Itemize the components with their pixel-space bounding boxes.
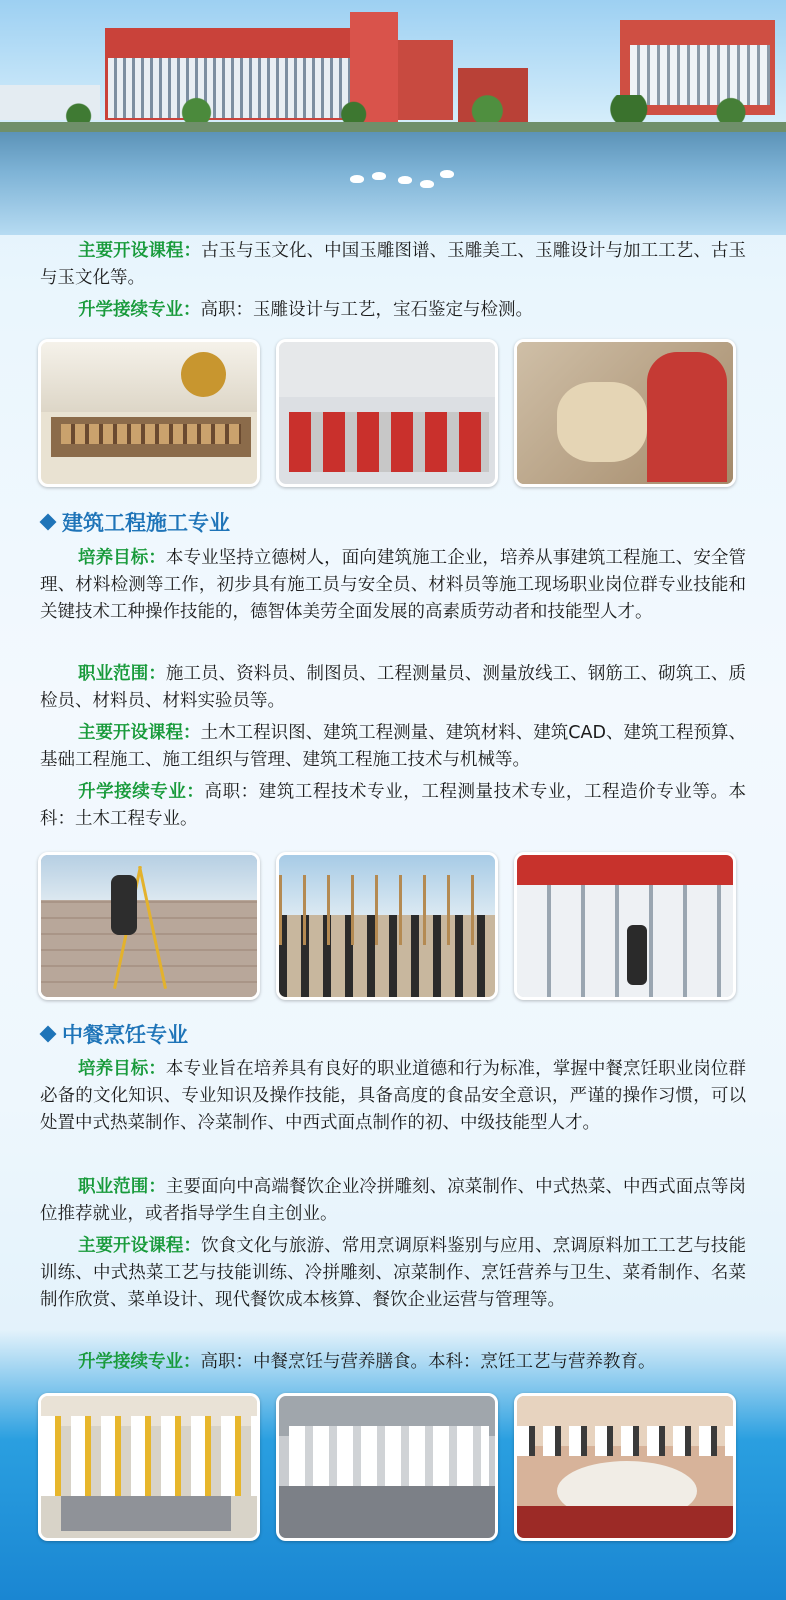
smart-building-systems-lab-photo bbox=[514, 852, 736, 1000]
cooking-courses: 主要开设课程：饮食文化与旅游、常用烹调原料鉴别与应用、烹调原料加工工艺与技能训练、中式热菜工艺与技能训练、冷拼雕刻、凉菜制作、烹饪营养与卫生、菜肴制作、名菜制作欣赏、菜单设计、现代餐饮成本核算、餐饮企业运营与管理等。 bbox=[40, 1236, 747, 1310]
kitchen-training-photo bbox=[276, 1393, 498, 1541]
cooking-further-study: 升学接续专业：高职：中餐烹饪与营养膳食。本科：烹饪工艺与营养教育。 bbox=[78, 1352, 656, 1372]
jade-carving-classroom-photo bbox=[276, 339, 498, 487]
construction-section-title: 建筑工程施工专业 bbox=[42, 508, 230, 538]
construction-goal: 培养目标：本专业坚持立德树人，面向建筑施工企业，培养从事建筑工程施工、安全管理、材料检测等工作，初步具有施工员与安全员、材料员等施工现场职业岗位群专业技能和关键技术工种操作技能的，德智体美劳全面发展的高素质劳动者和技能型人才。 bbox=[40, 548, 746, 622]
diamond-bullet-icon bbox=[40, 514, 57, 531]
campus-lake-photo bbox=[0, 0, 786, 235]
construction-courses: 主要开设课程：土木工程识图、建筑工程测量、建筑材料、建筑CAD、建筑工程预算、基础工程施工、施工组织与管理、建筑工程施工技术与机械等。 bbox=[40, 723, 747, 770]
jade-further-study: 升学接续专业：高职：玉雕设计与工艺，宝石鉴定与检测。 bbox=[78, 300, 533, 320]
cooking-goal: 培养目标：本专业旨在培养具有良好的职业道德和行为标准，掌握中餐烹饪职业岗位群必备的文化知识、专业知识及操作技能，具备高度的食品安全意识，严谨的操作习惯，可以处置中式热菜制作、冷菜制作、中西式面点制作的初、中级技能型人才。 bbox=[40, 1059, 746, 1133]
construction-scope: 职业范围：施工员、资料员、制图员、工程测量员、测量放线工、钢筋工、砌筑工、质检员、材料员、材料实验员等。 bbox=[40, 664, 746, 711]
jade-exhibition-hall-photo bbox=[38, 339, 260, 487]
jade-courses: 主要开设课程：古玉与玉文化、中国玉雕图谱、玉雕美工、玉雕设计与加工工艺、古玉与玉文化等。 bbox=[40, 241, 747, 288]
diamond-bullet-icon bbox=[40, 1026, 57, 1043]
surveying-practice-photo bbox=[38, 852, 260, 1000]
scaffolding-training-photo bbox=[276, 852, 498, 1000]
chef-students-cooking-photo bbox=[38, 1393, 260, 1541]
jade-carving-closeup-photo bbox=[514, 339, 736, 487]
cooking-section-title: 中餐烹饪专业 bbox=[42, 1020, 188, 1050]
construction-further-study: 升学接续专业：高职：建筑工程技术专业，工程测量技术专业，工程造价专业等。本科：土木工程专业。 bbox=[40, 782, 747, 829]
banquet-table-display-photo bbox=[514, 1393, 736, 1541]
cooking-scope: 职业范围：主要面向中高端餐饮企业冷拼雕刻、凉菜制作、中式热菜、中西式面点等岗位推荐就业，或者指导学生自主创业。 bbox=[40, 1177, 746, 1224]
